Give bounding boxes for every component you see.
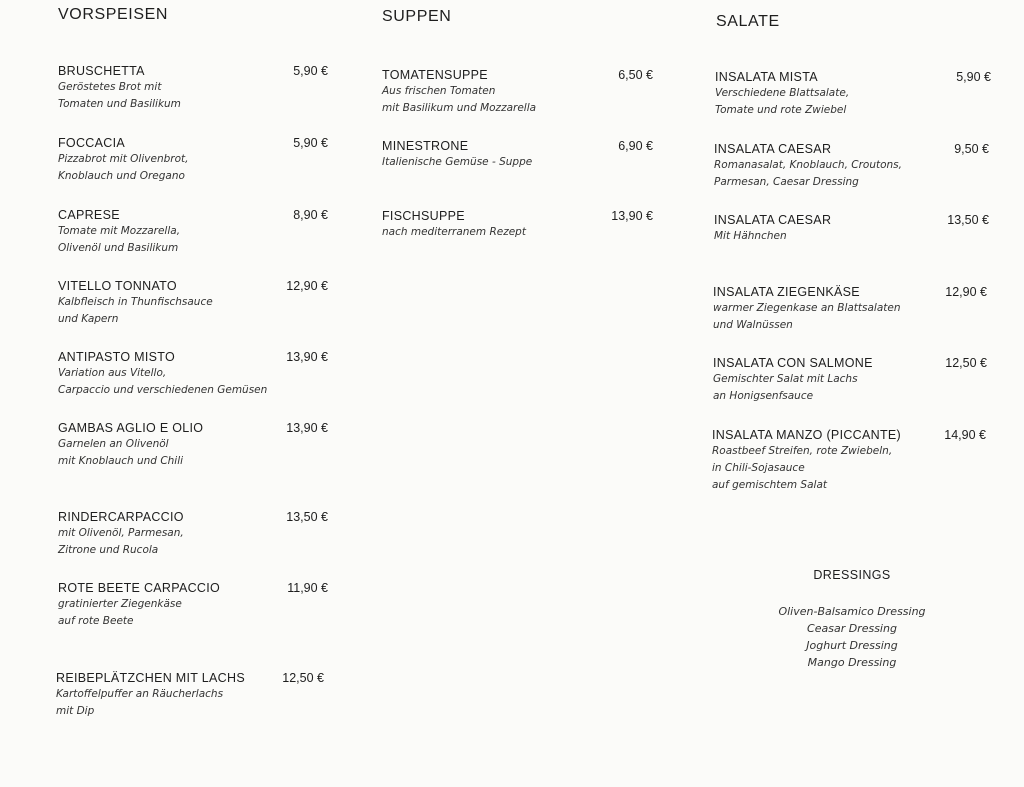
menu-item-insalata-con-salmone bbox=[713, 355, 987, 405]
item-name: INSALATA CAESAR bbox=[714, 142, 832, 156]
item-description: und Walnüssen bbox=[713, 319, 793, 331]
menu-item-insalata-mista bbox=[715, 69, 991, 119]
item-description: Verschiedene Blattsalate, bbox=[715, 87, 850, 99]
item-price: 5,90 € bbox=[293, 136, 328, 150]
menu-item-gambas-aglio-e-olio bbox=[58, 420, 328, 470]
item-price: 13,90 € bbox=[611, 209, 653, 223]
menu-item-reibeplaetzchen-mit-lachs bbox=[56, 670, 324, 720]
item-price: 12,90 € bbox=[945, 285, 987, 299]
item-name: GAMBAS AGLIO E OLIO bbox=[58, 421, 204, 435]
item-description: Tomaten und Basilikum bbox=[58, 98, 181, 110]
item-name: RINDERCARPACCIO bbox=[58, 510, 184, 524]
menu-item-minestrone bbox=[382, 138, 653, 171]
item-name: INSALATA ZIEGENKÄSE bbox=[713, 285, 860, 299]
item-price: 5,90 € bbox=[293, 64, 328, 78]
item-description: in Chili-Sojasauce bbox=[712, 462, 805, 474]
menu-item-caprese bbox=[58, 207, 328, 257]
item-description: Geröstetes Brot mit bbox=[58, 81, 162, 93]
item-price: 6,90 € bbox=[618, 139, 653, 153]
item-price: 14,90 € bbox=[944, 428, 986, 442]
item-name: VITELLO TONNATO bbox=[58, 279, 177, 293]
item-description: Kalbfleisch in Thunfischsauce bbox=[58, 296, 213, 308]
item-price: 11,90 € bbox=[287, 581, 328, 595]
item-price: 12,50 € bbox=[945, 356, 987, 370]
item-price: 13,50 € bbox=[947, 213, 989, 227]
item-description: Pizzabrot mit Olivenbrot, bbox=[58, 153, 189, 165]
item-description: nach mediterranem Rezept bbox=[382, 226, 526, 238]
item-price: 6,50 € bbox=[618, 68, 653, 82]
item-name: ANTIPASTO MISTO bbox=[58, 350, 176, 364]
vorspeisen-heading: VORSPEISEN bbox=[58, 6, 169, 23]
menu-item-insalata-caesar bbox=[714, 141, 989, 191]
item-description: Italienische Gemüse - Suppe bbox=[382, 156, 533, 168]
item-name: CAPRESE bbox=[58, 208, 120, 222]
item-name: FISCHSUPPE bbox=[382, 209, 465, 223]
menu-item-insalata-ziegenkaese bbox=[713, 284, 987, 334]
item-name: INSALATA CON SALMONE bbox=[713, 356, 873, 370]
item-description: Gemischter Salat mit Lachs bbox=[713, 373, 858, 385]
item-price: 12,50 € bbox=[282, 671, 324, 685]
item-price: 5,90 € bbox=[956, 70, 991, 84]
menu-item-antipasto-misto bbox=[58, 349, 328, 399]
item-description: Tomate und rote Zwiebel bbox=[715, 104, 847, 116]
dressing-item: Oliven-Balsamico Dressing bbox=[778, 605, 926, 618]
item-description: Roastbeef Streifen, rote Zwiebeln, bbox=[712, 445, 893, 457]
item-name: REIBEPLÄTZCHEN MIT LACHS bbox=[56, 671, 245, 685]
item-description: warmer Ziegenkase an Blattsalaten bbox=[713, 302, 901, 314]
item-name: ROTE BEETE CARPACCIO bbox=[58, 581, 221, 595]
item-description: Variation aus Vitello, bbox=[58, 367, 167, 379]
item-description: gratinierter Ziegenkäse bbox=[58, 598, 182, 610]
dressing-item: Mango Dressing bbox=[807, 656, 897, 669]
item-description: Knoblauch und Oregano bbox=[58, 170, 185, 182]
item-description: mit Dip bbox=[56, 705, 95, 717]
item-name: BRUSCHETTA bbox=[58, 64, 145, 78]
dressing-item: Ceasar Dressing bbox=[807, 622, 897, 635]
item-price: 13,90 € bbox=[286, 350, 328, 364]
item-description: mit Olivenöl, Parmesan, bbox=[58, 527, 184, 539]
dressings-heading: DRESSINGS bbox=[813, 568, 891, 582]
item-price: 13,50 € bbox=[286, 510, 328, 524]
item-description: Kartoffelpuffer an Räucherlachs bbox=[56, 688, 224, 700]
item-description: Aus frischen Tomaten bbox=[382, 85, 496, 97]
item-price: 12,90 € bbox=[286, 279, 328, 293]
suppen-heading: SUPPEN bbox=[382, 8, 452, 25]
item-description: an Honigsenfsauce bbox=[713, 390, 814, 402]
menu-item-tomatensuppe bbox=[382, 67, 653, 117]
item-name: INSALATA MISTA bbox=[715, 70, 818, 84]
item-name: TOMATENSUPPE bbox=[382, 68, 488, 82]
menu-item-rindercarpaccio bbox=[58, 509, 328, 559]
item-name: INSALATA CAESAR bbox=[714, 213, 832, 227]
item-name: MINESTRONE bbox=[382, 139, 469, 153]
item-description: Parmesan, Caesar Dressing bbox=[714, 176, 859, 188]
item-name: FOCCACIA bbox=[58, 136, 125, 150]
menu-item-insalata-caesar-haehnchen bbox=[714, 212, 989, 245]
item-description: Zitrone und Rucola bbox=[58, 544, 159, 556]
item-description: Carpaccio und verschiedenen Gemüsen bbox=[58, 384, 268, 396]
item-price: 13,90 € bbox=[286, 421, 328, 435]
salate-heading: SALATE bbox=[716, 13, 780, 30]
item-description: Garnelen an Olivenöl bbox=[58, 438, 169, 450]
item-description: Tomate mit Mozzarella, bbox=[58, 225, 181, 237]
item-price: 9,50 € bbox=[954, 142, 989, 156]
item-price: 8,90 € bbox=[293, 208, 328, 222]
item-description: Romanasalat, Knoblauch, Croutons, bbox=[714, 159, 902, 171]
item-description: auf gemischtem Salat bbox=[712, 479, 828, 491]
menu-item-bruschetta bbox=[58, 63, 328, 113]
item-description: mit Knoblauch und Chili bbox=[58, 455, 184, 467]
item-description: mit Basilikum und Mozzarella bbox=[382, 102, 537, 114]
dressings-list bbox=[752, 603, 952, 671]
item-description: Mit Hähnchen bbox=[714, 230, 787, 242]
menu-item-rote-beete-carpaccio bbox=[58, 580, 328, 630]
menu-item-insalata-manzo bbox=[712, 427, 986, 494]
item-description: auf rote Beete bbox=[58, 615, 134, 627]
item-description: und Kapern bbox=[58, 313, 119, 325]
item-name: INSALATA MANZO (PICCANTE) bbox=[712, 428, 901, 442]
item-description: Olivenöl und Basilikum bbox=[58, 242, 179, 254]
menu-item-vitello-tonnato bbox=[58, 278, 328, 328]
dressing-item: Joghurt Dressing bbox=[806, 639, 898, 652]
menu-item-fischsuppe bbox=[382, 208, 653, 241]
menu-item-foccacia bbox=[58, 135, 328, 185]
